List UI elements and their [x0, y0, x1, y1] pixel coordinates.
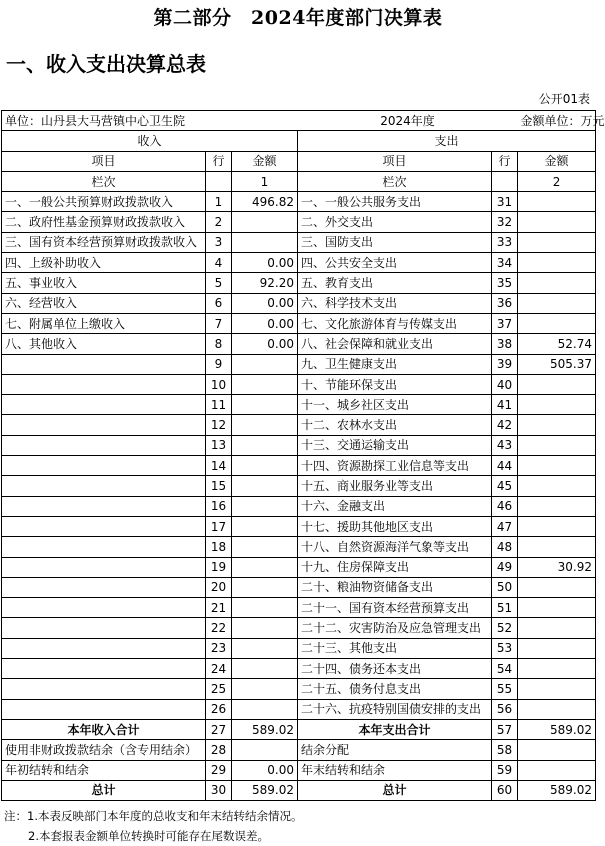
expense-item-cell: 二十三、其他支出 [298, 638, 492, 658]
income-item-cell: 四、上级补助收入 [2, 253, 206, 273]
income-line-cell: 25 [206, 679, 232, 699]
expense-line-cell: 48 [492, 537, 518, 557]
income-item-cell [2, 557, 206, 577]
income-line-header: 行 [206, 151, 232, 171]
table-row [2, 740, 596, 760]
table-row [2, 456, 596, 476]
expense-line-cell: 57 [492, 719, 518, 739]
expense-amount-cell [518, 395, 596, 415]
table-row [2, 659, 596, 679]
income-amount-cell [232, 435, 298, 455]
expense-amount-cell: 589.02 [518, 719, 596, 739]
income-line-cell: 26 [206, 699, 232, 719]
table-row [2, 354, 596, 374]
income-line-cell: 2 [206, 212, 232, 232]
expense-amount-cell [518, 456, 596, 476]
expense-line-cell: 53 [492, 638, 518, 658]
income-item-cell: 五、事业收入 [2, 273, 206, 293]
income-amount-cell [232, 516, 298, 536]
income-item-cell: 六、经营收入 [2, 293, 206, 313]
expense-line-cell: 51 [492, 598, 518, 618]
page-title: 第二部分 2024年度部门决算表 [153, 7, 443, 29]
expense-item-cell: 二十二、灾害防治及应急管理支出 [298, 618, 492, 638]
expense-amount-cell [518, 253, 596, 273]
income-header: 收入 [2, 131, 298, 151]
expense-item-cell: 十一、城乡社区支出 [298, 395, 492, 415]
expense-item-cell: 十三、交通运输支出 [298, 435, 492, 455]
income-amount-cell [232, 354, 298, 374]
income-line-cell: 20 [206, 577, 232, 597]
expense-line-cell: 47 [492, 516, 518, 536]
expense-amount-cell [518, 232, 596, 252]
expense-item-cell: 本年支出合计 [298, 719, 492, 739]
income-line-cell: 13 [206, 435, 232, 455]
report-year: 2024年度 [298, 111, 518, 131]
note-1: 注：1.本表反映部门本年度的总收支和年末结转结余情况。 [4, 809, 303, 823]
income-line-cell: 15 [206, 476, 232, 496]
expense-item-cell: 二十五、债务付息支出 [298, 679, 492, 699]
income-amount-cell [232, 212, 298, 232]
income-line-cell: 17 [206, 516, 232, 536]
income-item-cell [2, 435, 206, 455]
expense-item-cell: 结余分配 [298, 740, 492, 760]
income-item-cell [2, 496, 206, 516]
income-line-cell: 18 [206, 537, 232, 557]
table-row [2, 719, 596, 739]
form-number: 公开01表 [538, 92, 590, 106]
expense-line-cell: 46 [492, 496, 518, 516]
income-column-index: 1 [232, 171, 298, 191]
income-line-cell: 30 [206, 780, 232, 800]
unit-name: 单位：山丹县大马营镇中心卫生院 [2, 111, 298, 131]
expense-item-cell: 总计 [298, 780, 492, 800]
income-amount-cell [232, 598, 298, 618]
income-amount-cell [232, 496, 298, 516]
income-item-cell: 三、国有资本经营预算财政拨款收入 [2, 232, 206, 252]
expense-line-cell: 39 [492, 354, 518, 374]
income-amount-cell [232, 395, 298, 415]
income-line-cell: 12 [206, 415, 232, 435]
income-amount-cell [232, 618, 298, 638]
table-row [2, 557, 596, 577]
table-row [2, 577, 596, 597]
expense-item-cell: 二十一、国有资本经营预算支出 [298, 598, 492, 618]
expense-line-cell: 58 [492, 740, 518, 760]
table-row [2, 212, 596, 232]
expense-line-cell: 36 [492, 293, 518, 313]
income-amount-cell [232, 537, 298, 557]
expense-item-cell: 十四、资源勘探工业信息等支出 [298, 456, 492, 476]
expense-amount-cell: 52.74 [518, 334, 596, 354]
expense-item-cell: 六、科学技术支出 [298, 293, 492, 313]
income-amount-cell [232, 679, 298, 699]
expense-line-cell: 55 [492, 679, 518, 699]
income-line-cell: 10 [206, 374, 232, 394]
table-row [2, 334, 596, 354]
expense-line-cell: 33 [492, 232, 518, 252]
income-amount-cell [232, 638, 298, 658]
expense-amount-cell [518, 374, 596, 394]
table-row [2, 476, 596, 496]
expense-item-cell: 十二、农林水支出 [298, 415, 492, 435]
column-header-row [2, 151, 596, 171]
income-amount-cell: 496.82 [232, 192, 298, 212]
expense-amount-cell [518, 618, 596, 638]
income-item-cell [2, 618, 206, 638]
table-row [2, 435, 596, 455]
expense-item-cell: 一、一般公共服务支出 [298, 192, 492, 212]
expense-line-cell: 34 [492, 253, 518, 273]
expense-item-cell: 八、社会保障和就业支出 [298, 334, 492, 354]
expense-header: 支出 [298, 131, 596, 151]
section-heading: 一、收入支出决算总表 [6, 52, 206, 76]
expense-item-cell: 九、卫生健康支出 [298, 354, 492, 374]
expense-line-cell: 31 [492, 192, 518, 212]
expense-item-cell: 十五、商业服务业等支出 [298, 476, 492, 496]
expense-amount-cell [518, 537, 596, 557]
income-item-cell [2, 354, 206, 374]
income-line-cell: 28 [206, 740, 232, 760]
table-row [2, 638, 596, 658]
income-amount-cell [232, 374, 298, 394]
income-item-cell [2, 374, 206, 394]
table-row [2, 760, 596, 780]
income-item-cell [2, 516, 206, 536]
expense-item-cell: 二、外交支出 [298, 212, 492, 232]
income-amount-cell [232, 577, 298, 597]
expense-line-cell: 56 [492, 699, 518, 719]
table-row [2, 598, 596, 618]
table-row [2, 679, 596, 699]
expense-amount-cell [518, 577, 596, 597]
expense-line-cell: 49 [492, 557, 518, 577]
expense-item-cell: 十、节能环保支出 [298, 374, 492, 394]
income-line-blank [206, 171, 232, 191]
expense-amount-cell [518, 415, 596, 435]
expense-line-cell: 44 [492, 456, 518, 476]
column-index-row [2, 171, 596, 191]
expense-amount-cell [518, 516, 596, 536]
income-item-cell: 使用非财政拨款结余（含专用结余） [2, 740, 206, 760]
income-item-cell [2, 699, 206, 719]
expense-amount-cell [518, 679, 596, 699]
income-item-cell: 年初结转和结余 [2, 760, 206, 780]
expense-line-cell: 54 [492, 659, 518, 679]
income-amount-header: 金额 [232, 151, 298, 171]
expense-line-blank [492, 171, 518, 191]
income-amount-cell [232, 557, 298, 577]
income-amount-cell: 0.00 [232, 760, 298, 780]
expense-item-cell: 二十四、债务还本支出 [298, 659, 492, 679]
income-item-cell [2, 598, 206, 618]
table-row [2, 516, 596, 536]
income-amount-cell: 589.02 [232, 719, 298, 739]
income-amount-cell: 589.02 [232, 780, 298, 800]
income-amount-cell: 92.20 [232, 273, 298, 293]
expense-amount-cell [518, 212, 596, 232]
income-amount-cell [232, 699, 298, 719]
income-line-cell: 27 [206, 719, 232, 739]
income-line-cell: 7 [206, 313, 232, 333]
group-header-row [2, 131, 596, 151]
income-amount-cell [232, 456, 298, 476]
expense-line-cell: 50 [492, 577, 518, 597]
income-amount-cell [232, 659, 298, 679]
expense-amount-cell [518, 598, 596, 618]
expense-amount-cell [518, 659, 596, 679]
expense-amount-cell [518, 760, 596, 780]
meta-row [2, 111, 596, 131]
income-line-cell: 5 [206, 273, 232, 293]
expense-amount-header: 金额 [518, 151, 596, 171]
table-row [2, 496, 596, 516]
table-row [2, 780, 596, 800]
expense-amount-cell [518, 293, 596, 313]
expense-line-cell: 40 [492, 374, 518, 394]
expense-line-cell: 42 [492, 415, 518, 435]
expense-item-cell: 五、教育支出 [298, 273, 492, 293]
amount-unit: 金额单位：万元 [518, 111, 596, 131]
income-line-cell: 24 [206, 659, 232, 679]
expense-line-cell: 60 [492, 780, 518, 800]
expense-amount-cell [518, 273, 596, 293]
table-row [2, 699, 596, 719]
income-line-cell: 4 [206, 253, 232, 273]
expense-item-cell: 二十、粮油物资储备支出 [298, 577, 492, 597]
expense-item-cell: 四、公共安全支出 [298, 253, 492, 273]
income-line-cell: 8 [206, 334, 232, 354]
expense-item-cell: 十九、住房保障支出 [298, 557, 492, 577]
income-line-cell: 21 [206, 598, 232, 618]
expense-item-cell: 十七、援助其他地区支出 [298, 516, 492, 536]
income-amount-cell [232, 740, 298, 760]
table-row [2, 192, 596, 212]
income-line-cell: 1 [206, 192, 232, 212]
expense-amount-cell [518, 740, 596, 760]
expense-line-cell: 32 [492, 212, 518, 232]
table-row [2, 253, 596, 273]
income-item-cell: 八、其他收入 [2, 334, 206, 354]
expense-item-cell: 十六、金融支出 [298, 496, 492, 516]
table-row [2, 537, 596, 557]
expense-line-cell: 35 [492, 273, 518, 293]
notes [4, 806, 302, 846]
income-item-cell: 二、政府性基金预算财政拨款收入 [2, 212, 206, 232]
expense-line-cell: 38 [492, 334, 518, 354]
expense-line-cell: 45 [492, 476, 518, 496]
income-line-cell: 6 [206, 293, 232, 313]
expense-item-cell: 七、文化旅游体育与传媒支出 [298, 313, 492, 333]
income-amount-cell [232, 415, 298, 435]
income-line-cell: 11 [206, 395, 232, 415]
income-amount-cell: 0.00 [232, 313, 298, 333]
table-row [2, 293, 596, 313]
income-line-cell: 16 [206, 496, 232, 516]
expense-item-cell: 十八、自然资源海洋气象等支出 [298, 537, 492, 557]
expense-amount-cell [518, 699, 596, 719]
expense-amount-cell [518, 313, 596, 333]
income-expense-table [1, 110, 605, 801]
income-item-cell: 七、附属单位上缴收入 [2, 313, 206, 333]
income-item-cell [2, 395, 206, 415]
income-item-cell [2, 476, 206, 496]
table-row [2, 232, 596, 252]
table-row [2, 273, 596, 293]
income-amount-cell: 0.00 [232, 293, 298, 313]
income-column-label: 栏次 [2, 171, 206, 191]
table-row [2, 618, 596, 638]
expense-line-header: 行 [492, 151, 518, 171]
table-row [2, 395, 596, 415]
income-line-cell: 9 [206, 354, 232, 374]
table-row [2, 415, 596, 435]
expense-amount-cell [518, 435, 596, 455]
income-item-cell [2, 638, 206, 658]
income-item-cell [2, 659, 206, 679]
income-line-cell: 23 [206, 638, 232, 658]
expense-column-index: 2 [518, 171, 596, 191]
expense-amount-cell [518, 638, 596, 658]
income-item-cell: 总计 [2, 780, 206, 800]
expense-line-cell: 37 [492, 313, 518, 333]
expense-line-cell: 52 [492, 618, 518, 638]
expense-item-cell: 年末结转和结余 [298, 760, 492, 780]
expense-amount-cell [518, 496, 596, 516]
income-item-cell: 一、一般公共预算财政拨款收入 [2, 192, 206, 212]
income-line-cell: 3 [206, 232, 232, 252]
expense-line-cell: 43 [492, 435, 518, 455]
expense-amount-cell: 505.37 [518, 354, 596, 374]
expense-column-label: 栏次 [298, 171, 492, 191]
income-line-cell: 19 [206, 557, 232, 577]
income-item-cell [2, 577, 206, 597]
expense-amount-cell [518, 192, 596, 212]
income-item-cell: 本年收入合计 [2, 719, 206, 739]
expense-line-cell: 59 [492, 760, 518, 780]
income-amount-cell [232, 232, 298, 252]
income-item-header: 项目 [2, 151, 206, 171]
income-item-cell [2, 415, 206, 435]
table-row [2, 313, 596, 333]
income-line-cell: 29 [206, 760, 232, 780]
income-line-cell: 14 [206, 456, 232, 476]
note-2: 2.本套报表金额单位转换时可能存在尾数误差。 [28, 829, 269, 843]
expense-amount-cell [518, 476, 596, 496]
expense-line-cell: 41 [492, 395, 518, 415]
table-row [2, 374, 596, 394]
expense-amount-cell: 30.92 [518, 557, 596, 577]
expense-item-cell: 二十六、抗疫特别国债安排的支出 [298, 699, 492, 719]
income-line-cell: 22 [206, 618, 232, 638]
income-item-cell [2, 456, 206, 476]
expense-amount-cell: 589.02 [518, 780, 596, 800]
expense-item-cell: 三、国防支出 [298, 232, 492, 252]
income-item-cell [2, 679, 206, 699]
income-item-cell [2, 537, 206, 557]
income-amount-cell: 0.00 [232, 334, 298, 354]
income-amount-cell [232, 476, 298, 496]
income-amount-cell: 0.00 [232, 253, 298, 273]
expense-item-header: 项目 [298, 151, 492, 171]
